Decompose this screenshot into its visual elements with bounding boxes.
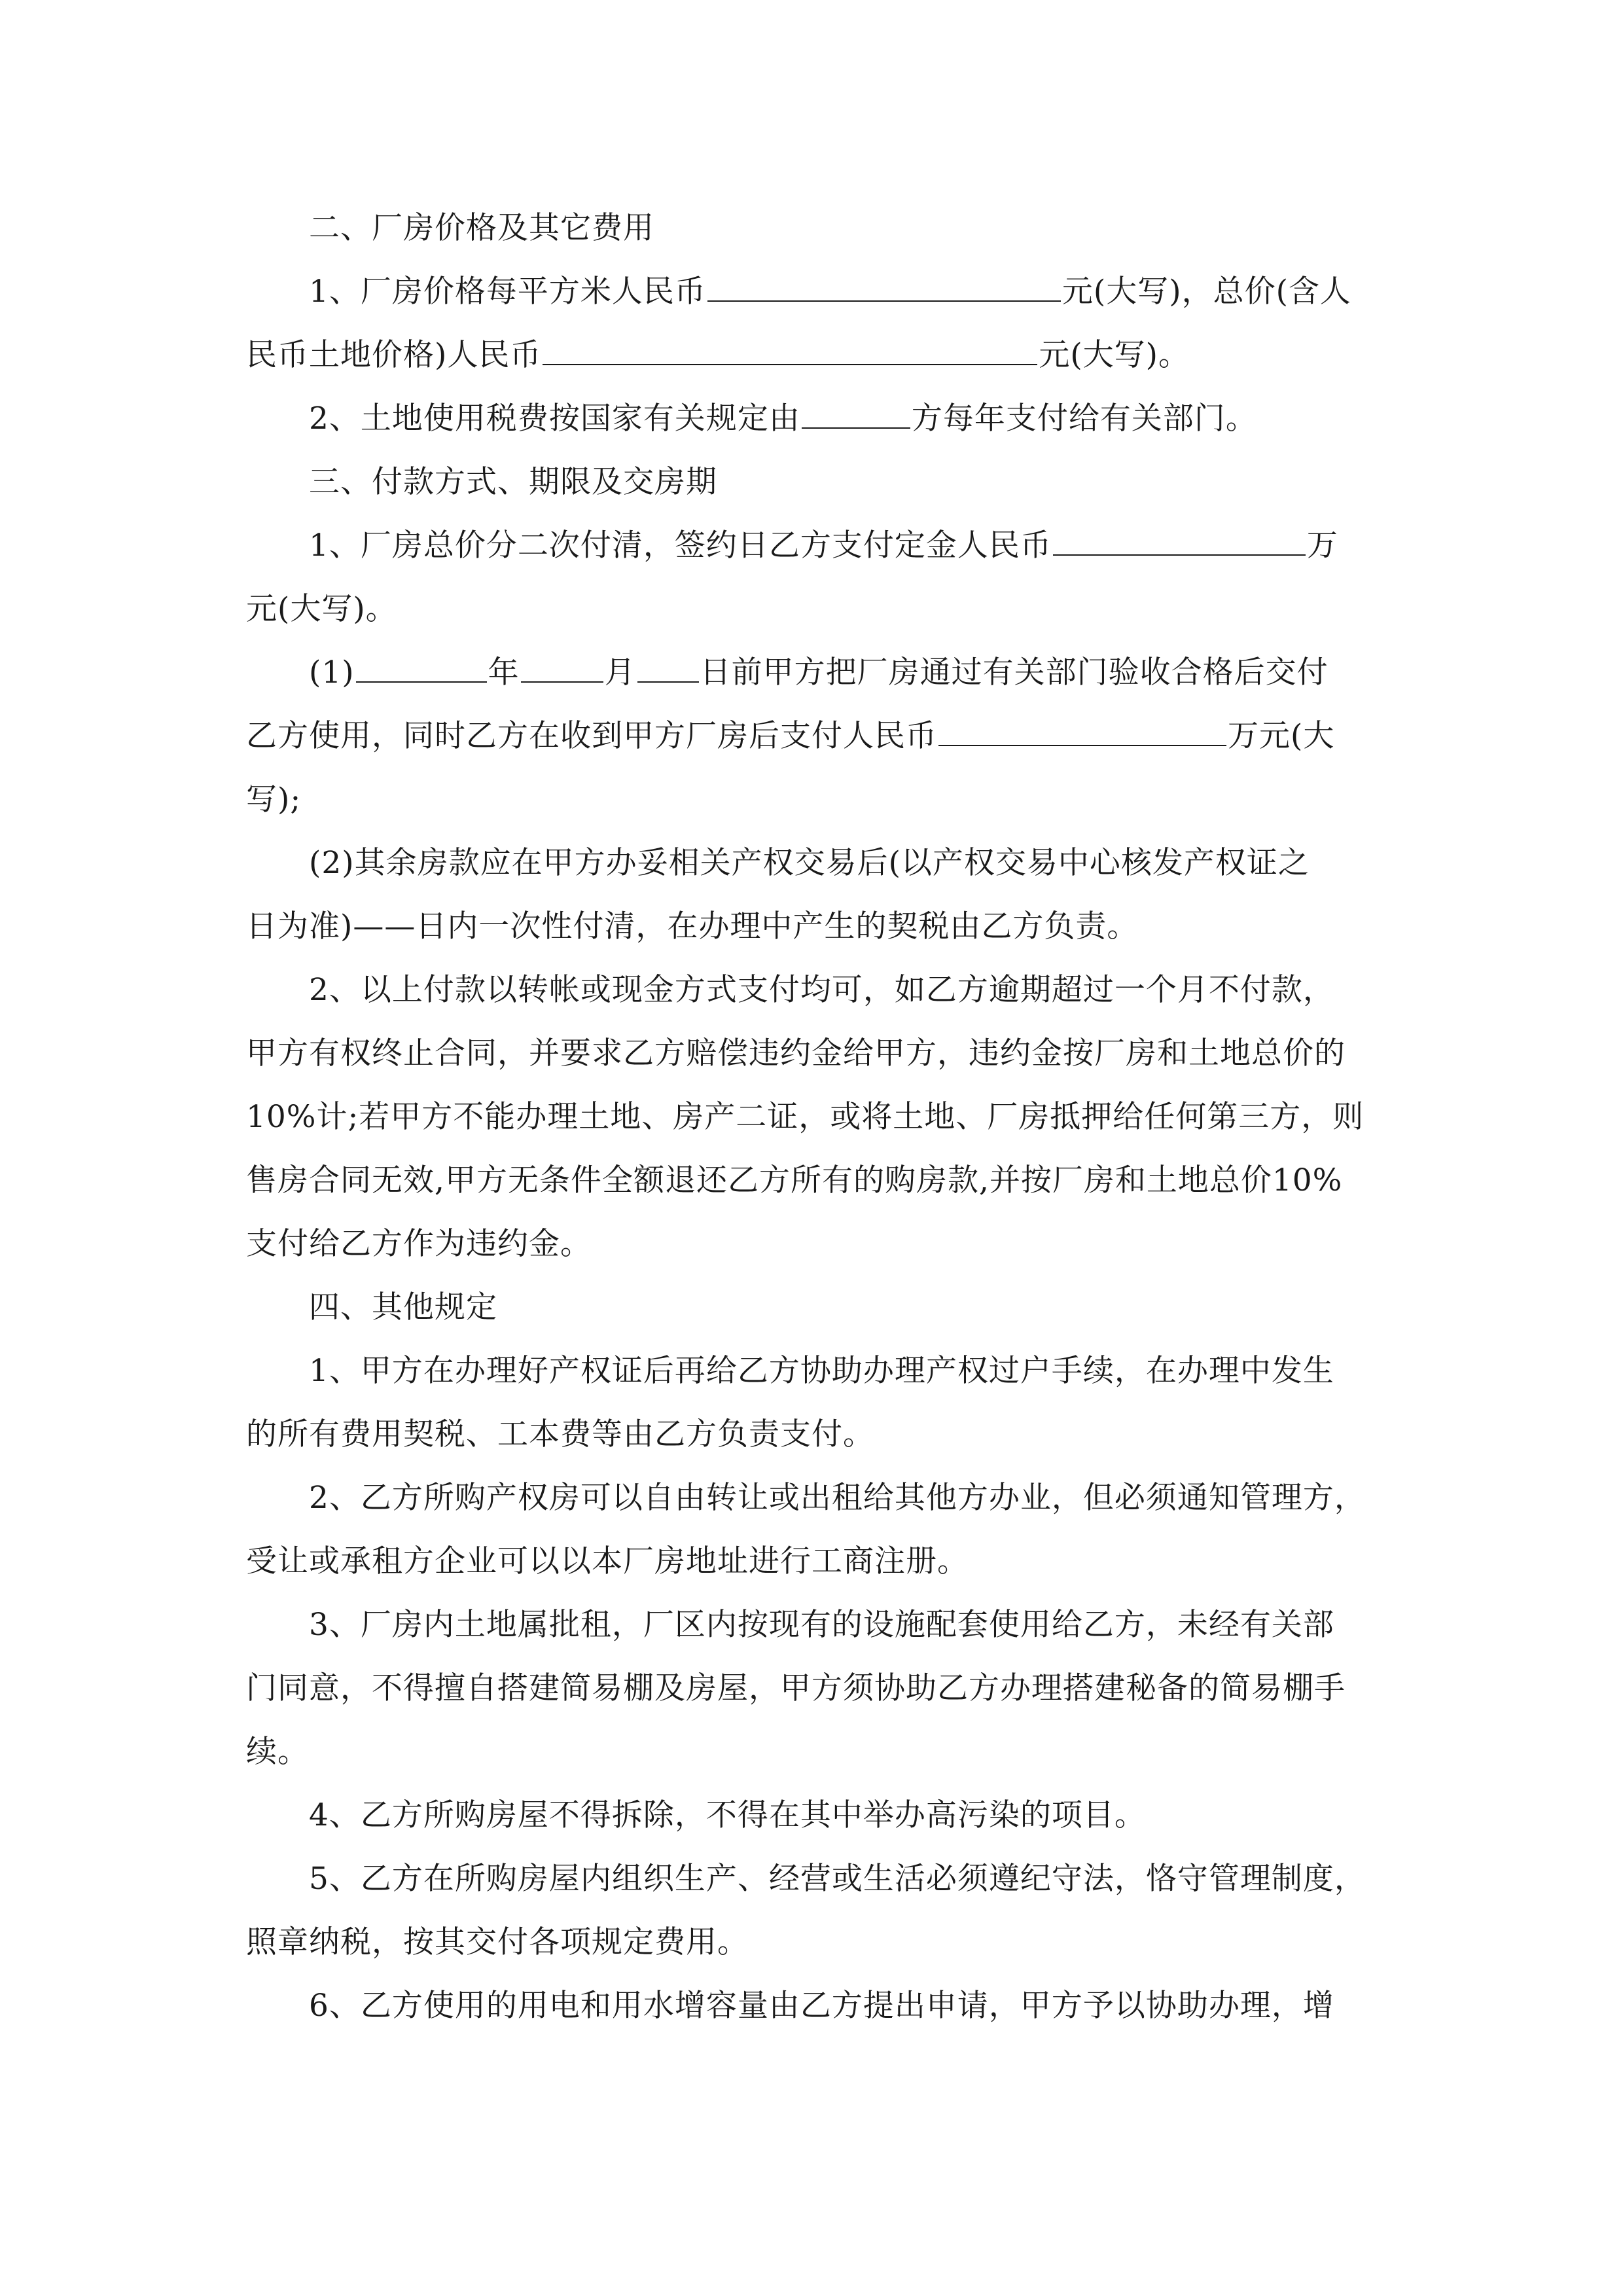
blank-month xyxy=(521,645,603,683)
rule-3-line-1: 3、厂房内土地属批租，厂区内按现有的设施配套使用给乙方，未经有关部 xyxy=(309,1607,1334,1643)
blank-total-price xyxy=(543,327,1037,365)
clause-payment-line-1: 1、厂房总价分二次付清，签约日乙方支付定金人民币 万 xyxy=(246,514,1378,577)
clause-price-line-2: 民币土地价格)人民币 元(大写)。 xyxy=(246,323,1378,387)
rule-5-line-1: 5、乙方在所购房屋内组织生产、经营或生活必须遵纪守法，恪守管理制度， xyxy=(309,1861,1366,1897)
rule-2-line-2: 受让或承租方企业可以以本厂房地址进行工商注册。 xyxy=(246,1543,969,1579)
clause-penalty-line-5: 支付给乙方作为违约金。 xyxy=(246,1226,592,1262)
clause-delivery-line-1: (1) 年 月 日前甲方把厂房通过有关部门验收合格后交付 xyxy=(246,641,1378,704)
clause-balance-line-1: (2)其余房款应在甲方办妥相关产权交易后(以产权交易中心核发产权证之 xyxy=(309,845,1310,881)
rule-1-line-1: 1、甲方在办理好产权证后再给乙方协助办理产权过户手续，在办理中发生 xyxy=(309,1353,1334,1389)
blank-deposit-amount xyxy=(1053,518,1306,556)
clause-penalty-line-2: 甲方有权终止合同，并要求乙方赔偿违约金给甲方，违约金按厂房和土地总价的 xyxy=(246,1035,1346,1071)
rule-3-line-2: 门同意，不得擅自搭建简易棚及房屋，甲方须协助乙方办理搭建秘备的简易棚手 xyxy=(246,1670,1346,1706)
clause-land-tax: 2、土地使用税费按国家有关规定由 方每年支付给有关部门。 xyxy=(246,387,1378,450)
section-heading-3: 三、付款方式、期限及交房期 xyxy=(309,464,717,500)
blank-second-payment xyxy=(938,708,1226,746)
blank-year xyxy=(356,645,487,683)
section-heading-4: 四、其他规定 xyxy=(309,1289,497,1325)
rule-1-line-2: 的所有费用契税、工本费等由乙方负责支付。 xyxy=(246,1416,874,1452)
document-body xyxy=(246,196,1378,2037)
clause-balance-line-2: 日为准)——日内一次性付清，在办理中产生的契税由乙方负责。 xyxy=(246,908,1139,944)
clause-delivery-line-3: 写); xyxy=(246,781,302,817)
clause-price-line-1: 1、厂房价格每平方米人民币 元(大写)，总价(含人 xyxy=(246,260,1378,323)
clause-delivery-line-2: 乙方使用，同时乙方在收到甲方厂房后支付人民币 万元(大 xyxy=(246,704,1378,768)
section-heading-2: 二、厂房价格及其它费用 xyxy=(309,210,654,246)
blank-price-per-sqm xyxy=(707,264,1061,302)
clause-payment-line-2: 元(大写)。 xyxy=(246,591,397,627)
rule-5-line-2: 照章纳税，按其交付各项规定费用。 xyxy=(246,1924,749,1960)
clause-penalty-line-1: 2、以上付款以转帐或现金方式支付均可，如乙方逾期超过一个月不付款， xyxy=(309,972,1334,1008)
clause-penalty-line-3: 10%计;若甲方不能办理土地、房产二证，或将土地、厂房抵押给任何第三方，则 xyxy=(246,1099,1364,1135)
rule-6-line-1: 6、乙方使用的用电和用水增容量由乙方提出申请，甲方予以协助办理，增 xyxy=(309,1988,1334,2024)
rule-3-line-3: 续。 xyxy=(246,1734,309,1770)
rule-2-line-1: 2、乙方所购产权房可以自由转让或出租给其他方办业，但必须通知管理方， xyxy=(309,1480,1366,1516)
blank-day xyxy=(637,645,699,683)
blank-paying-party xyxy=(802,391,910,429)
clause-penalty-line-4: 售房合同无效,甲方无条件全额退还乙方所有的购房款,并按厂房和土地总价10% xyxy=(246,1162,1343,1198)
rule-4: 4、乙方所购房屋不得拆除，不得在其中举办高污染的项目。 xyxy=(309,1797,1146,1833)
